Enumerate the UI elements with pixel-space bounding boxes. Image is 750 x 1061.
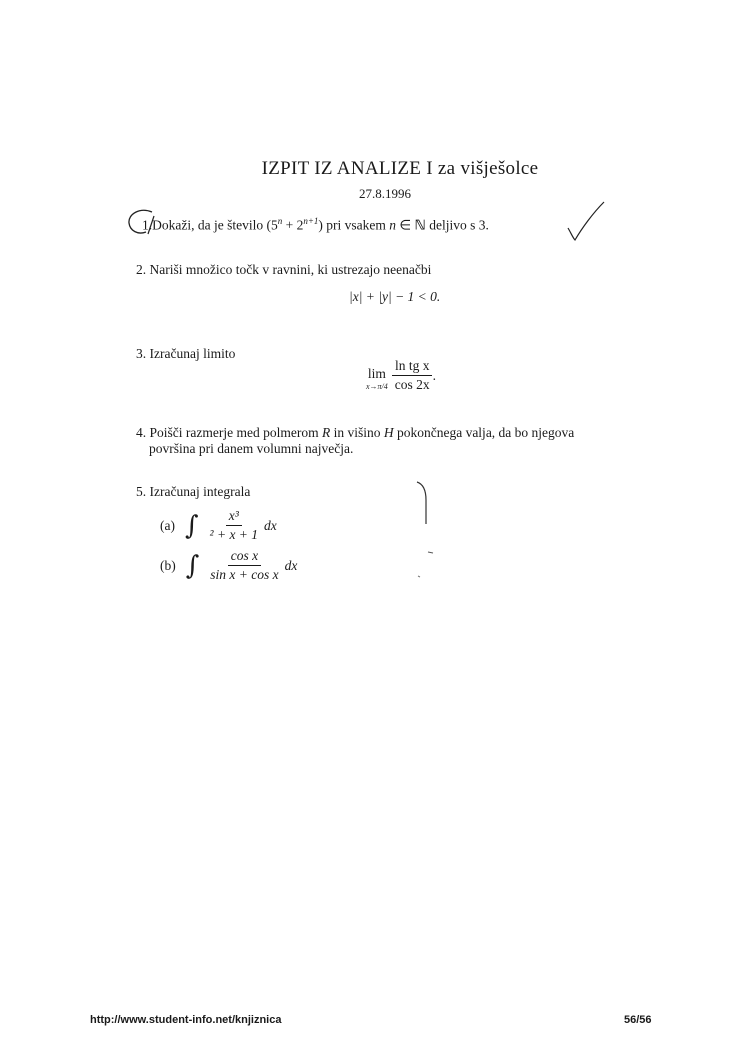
exponent-n: n [277,216,283,226]
footer-url[interactable]: http://www.student-info.net/knjiznica [90,1014,282,1026]
problem-1-number: 1. [142,217,153,233]
limit-period: . [432,367,437,383]
problem-1-text: Dokaži, da je število (5 [152,217,278,233]
problem-4-line-2: površina pri danem volumni največja. [149,441,354,456]
problem-3-number: 3. [136,346,147,361]
problem-1-text-b: + 2 [282,217,304,233]
integral-sign-icon: ∫ [184,510,199,541]
integral-b [160,548,297,583]
problem-2 [136,262,431,278]
integral-b-denominator: sin x + cos x [210,567,279,582]
problem-1-text-c: ) pri vsakem [318,217,390,233]
problem-4-text-b: in višino [330,425,384,440]
problem-5 [136,484,250,500]
variable-R: R [321,425,331,440]
problem-1-text-d: ∈ [396,217,415,233]
checkmark-icon [566,200,606,242]
problem-4 [136,425,656,457]
inequality-formula: |x| + |y| − 1 < 0. [349,289,441,304]
lim-subscript: x→π/4 [366,382,388,391]
problem-3-text: Izračunaj limito [149,346,236,361]
natural-numbers-symbol: ℕ [414,217,426,234]
exam-date: 27.8.1996 [359,186,411,201]
limit-formula [366,358,436,393]
integral-b-label: (b) [160,557,176,573]
variable-H: H [383,425,394,440]
page-title: IZPIT IZ ANALIZE I za višješolce [261,158,539,179]
problem-4-text-a: Poišči razmerje med polmerom [149,425,322,440]
limit-denominator: cos 2x [394,377,430,392]
problem-5-number: 5. [136,484,147,499]
integral-a-numerator: x³ [226,508,242,526]
problem-2-number: 2. [136,262,147,277]
integral-a-label: (a) [160,517,175,533]
integral-b-dx: dx [284,557,298,573]
problem-1 [142,216,489,234]
pencil-bracket-icon [415,480,445,580]
integral-a-denominator: ² + x + 1 [209,527,259,542]
problem-3 [136,346,235,362]
integral-a [160,508,277,543]
page-number: 56/56 [624,1014,652,1026]
integral-a-dx: dx [264,517,277,533]
integral-b-numerator: cos x [228,548,261,566]
exponent-n-plus-1: n+1 [303,216,319,226]
lim-operator: lim [367,366,386,381]
problem-4-text-c: pokončnega valja, da bo njegova [393,425,575,440]
problem-5-text: Izračunaj integrala [149,484,251,499]
integral-sign-icon: ∫ [185,550,200,581]
problem-1-text-e: deljivo s 3. [425,217,489,233]
variable-n: n [389,217,397,233]
limit-numerator: ln tg x [392,358,433,376]
problem-4-number: 4. [136,425,147,440]
problem-2-text: Nariši množico točk v ravnini, ki ustrezajo neenačbi [149,262,432,277]
